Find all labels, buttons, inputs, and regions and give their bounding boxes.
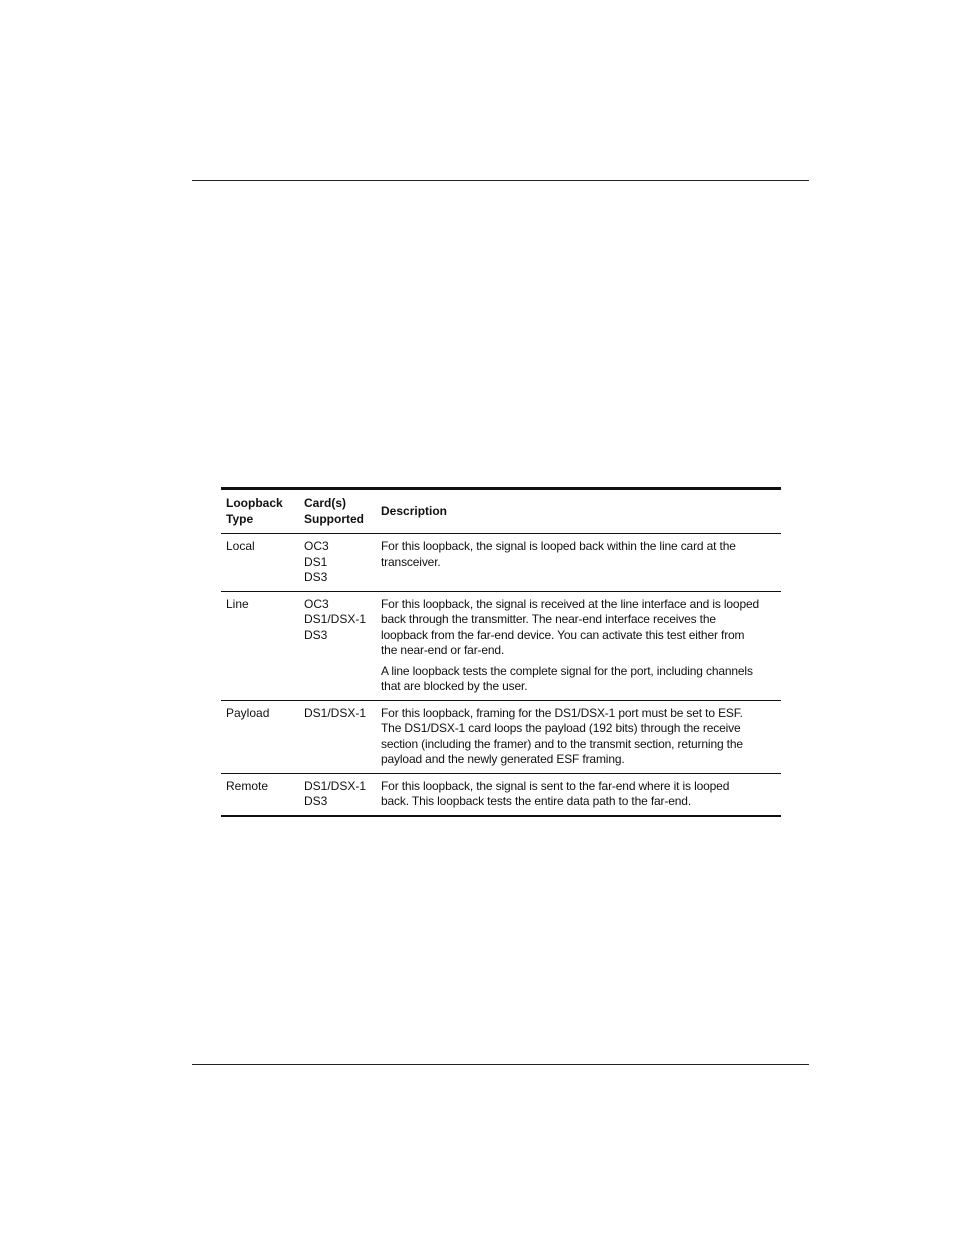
loopback-types-table-container — [221, 487, 781, 817]
header-description: Description — [381, 503, 448, 518]
cell-loopback-type: Payload — [226, 705, 270, 720]
header-loopback-type: Loopback Type — [226, 496, 283, 526]
description-paragraph: For this loopback, the signal is looped back within the line card at the transceiver. — [381, 539, 736, 569]
cell-cards-supported: DS1/DSX-1 — [304, 705, 367, 720]
cell-description — [376, 534, 781, 592]
table-row — [221, 534, 781, 592]
description-paragraph: For this loopback, framing for the DS1/DSX-1 port must be set to ESF. The DS1/DSX-1 card loops the payload (192 bits) through the receive section (including the framer) and to the transmit section, returning the payload and the newly generated ESF framing. — [381, 705, 743, 766]
cell-description — [376, 591, 781, 700]
description-paragraph: For this loopback, the signal is sent to the far-end where it is looped back. This loopback tests the entire data path to the far-end. — [381, 778, 730, 808]
cell-cards-supported: OC3 DS1 DS3 — [304, 539, 329, 584]
description-paragraph: A line loopback tests the complete signal for the port, including channels that are blocked by the user. — [381, 663, 753, 693]
cell-loopback-type: Remote — [226, 778, 269, 793]
loopback-types-table — [221, 487, 781, 817]
cell-cards-supported: DS1/DSX-1 DS3 — [304, 778, 367, 808]
table-row — [221, 773, 781, 816]
header-cards-supported: Card(s) Supported — [304, 496, 364, 526]
table-row — [221, 700, 781, 773]
cell-description — [376, 700, 781, 773]
cell-description — [376, 773, 781, 816]
cell-loopback-type: Line — [226, 596, 249, 611]
footer-rule — [192, 1064, 809, 1065]
cell-cards-supported: OC3 DS1/DSX-1 DS3 — [304, 596, 367, 642]
description-paragraph: For this loopback, the signal is received at the line interface and is looped back through the transmitter. The near-end interface receives the loopback from the far-end device. You can activate this test either from the near-end or far-end. — [381, 596, 760, 657]
table-row — [221, 591, 781, 700]
header-rule — [192, 180, 809, 181]
cell-loopback-type: Local — [226, 539, 255, 553]
table-header-row — [221, 489, 781, 534]
